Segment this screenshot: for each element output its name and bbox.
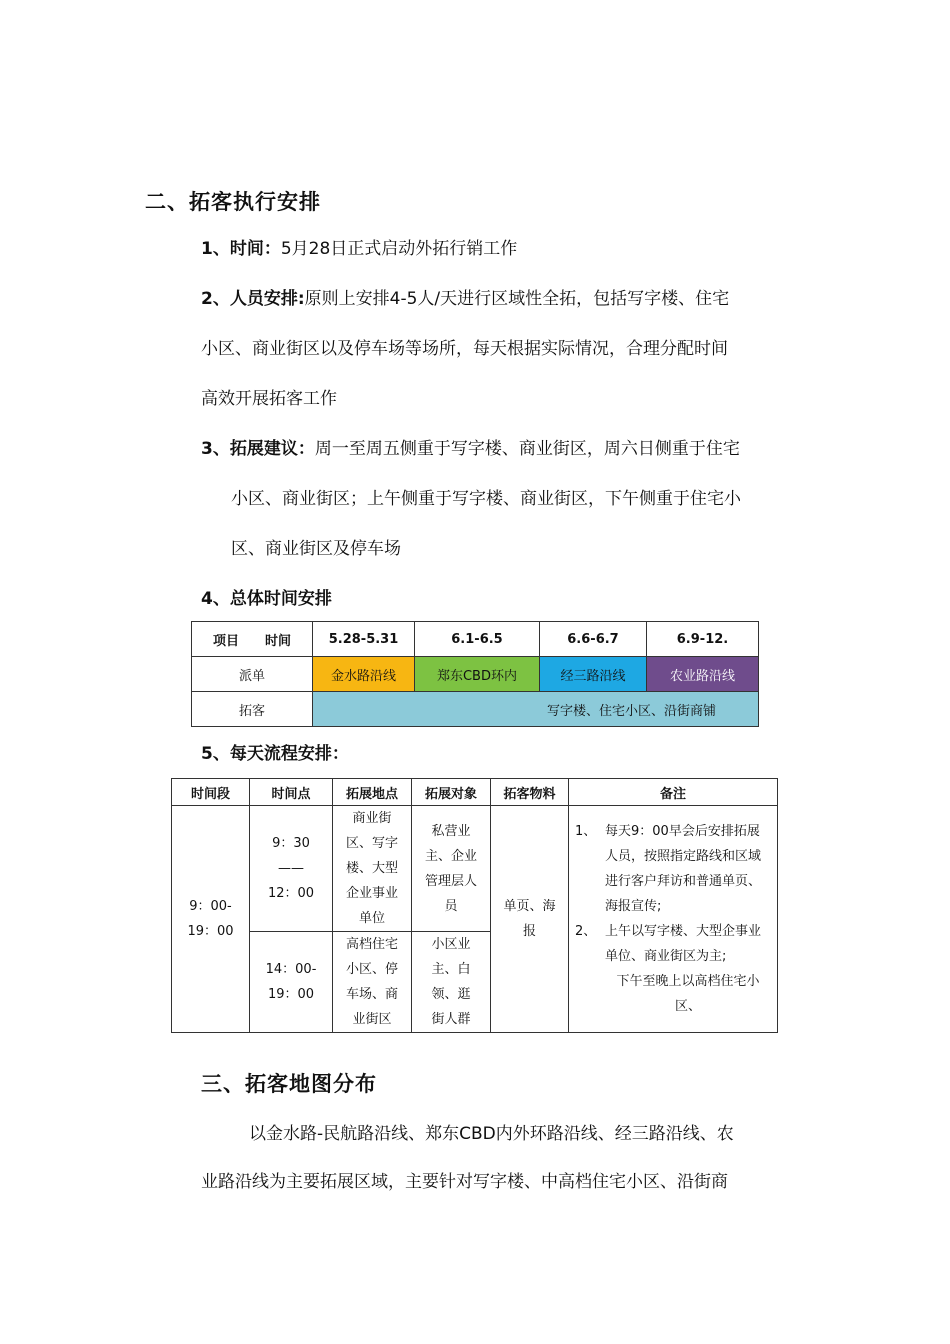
item-3-line-2: 小区、商业街区；上午侧重于写字楼、商业街区，下午侧重于住宅小 bbox=[231, 489, 741, 509]
header-notes: 备注 bbox=[569, 779, 778, 806]
item-2-line-2: 小区、商业街区以及停车场等场所，每天根据实际情况，合理分配时间 bbox=[201, 339, 728, 359]
period-3: 6.6-6.7 bbox=[540, 622, 647, 657]
note-3-num bbox=[575, 969, 605, 1019]
schedule-header-cell bbox=[192, 622, 313, 657]
material: 单页、海报 bbox=[491, 806, 569, 1033]
section-3-line-1: 以金水路-民航路沿线、郑东CBD内外环路沿线、经三路沿线、农 bbox=[249, 1124, 734, 1144]
item-3-text-1: 周一至周五侧重于写字楼、商业街区，周六日侧重于住宅 bbox=[314, 439, 740, 459]
header-period: 时间段 bbox=[172, 779, 250, 806]
slot-1-time: 9：30——12：00 bbox=[250, 806, 333, 932]
header-item: 项目 bbox=[212, 633, 239, 649]
header-time: 时间 bbox=[265, 633, 292, 649]
section-3-line-2: 业路沿线为主要拓展区域，主要针对写字楼、中高档住宅小区、沿街商 bbox=[201, 1172, 728, 1192]
time-period: 9：00-19：00 bbox=[172, 806, 250, 1033]
note-3 bbox=[575, 969, 771, 1019]
route-4: 农业路沿线 bbox=[647, 657, 759, 692]
item-2-label: 2、人员安排: bbox=[201, 289, 305, 309]
section-3-title: 三、拓客地图分布 bbox=[201, 1072, 377, 1096]
header-material: 拓客物料 bbox=[491, 779, 569, 806]
item-3-line-3: 区、商业街区及停车场 bbox=[231, 539, 401, 559]
route-2: 郑东CBD环内 bbox=[415, 657, 540, 692]
item-3-line-1 bbox=[201, 424, 740, 474]
section-2-title: 二、拓客执行安排 bbox=[145, 190, 321, 214]
notes-cell bbox=[569, 806, 778, 1033]
item-2-line-3: 高效开展拓客工作 bbox=[201, 389, 337, 409]
slot-1-location: 商业街区、写字楼、大型企业事业单位 bbox=[333, 806, 412, 932]
row-label-prospecting: 拓客 bbox=[192, 692, 313, 727]
note-2-num: 2、 bbox=[575, 924, 597, 939]
period-2: 6.1-6.5 bbox=[415, 622, 540, 657]
prospecting-targets: 写字楼、住宅小区、沿街商铺 bbox=[313, 692, 759, 727]
route-1: 金水路沿线 bbox=[313, 657, 415, 692]
note-2-text: 上午以写字楼、大型企事业单位、商业街区为主; bbox=[605, 924, 762, 964]
slot-2-target: 小区业主、白领、逛街人群 bbox=[412, 932, 491, 1033]
item-2-text-1: 原则上安排4-5人/天进行区域性全拓，包括写字楼、住宅 bbox=[304, 289, 730, 309]
period-1: 5.28-5.31 bbox=[313, 622, 415, 657]
slot-2-location: 高档住宅小区、停车场、商业街区 bbox=[333, 932, 412, 1033]
slot-1-target: 私营业主、企业管理层人员 bbox=[412, 806, 491, 932]
item-4-label: 4、总体时间安排 bbox=[201, 589, 332, 609]
note-1-text: 每天9：00早会后安排拓展人员，按照指定路线和区域进行客户拜访和普通单页、海报宣传; bbox=[605, 824, 762, 914]
row-label-dispatch: 派单 bbox=[192, 657, 313, 692]
note-3-text: 下午至晚上以高档住宅小区、 bbox=[616, 974, 760, 1014]
slot-2-time: 14：00-19：00 bbox=[250, 932, 333, 1033]
header-target: 拓展对象 bbox=[412, 779, 491, 806]
item-1-label: 1、时间： bbox=[201, 239, 281, 259]
note-1-num: 1、 bbox=[575, 824, 597, 839]
header-location: 拓展地点 bbox=[333, 779, 412, 806]
note-2 bbox=[575, 919, 771, 969]
header-time-point: 时间点 bbox=[250, 779, 333, 806]
schedule-table bbox=[191, 621, 759, 727]
item-5-label: 5、每天流程安排： bbox=[201, 744, 349, 764]
daily-table bbox=[171, 778, 778, 1033]
note-1 bbox=[575, 819, 771, 919]
route-3: 经三路沿线 bbox=[540, 657, 647, 692]
period-4: 6.9-12. bbox=[647, 622, 759, 657]
item-1 bbox=[201, 224, 517, 274]
item-1-text: 5月28日正式启动外拓行销工作 bbox=[280, 239, 518, 259]
item-2-line-1 bbox=[201, 274, 729, 324]
item-3-label: 3、拓展建议： bbox=[201, 439, 315, 459]
